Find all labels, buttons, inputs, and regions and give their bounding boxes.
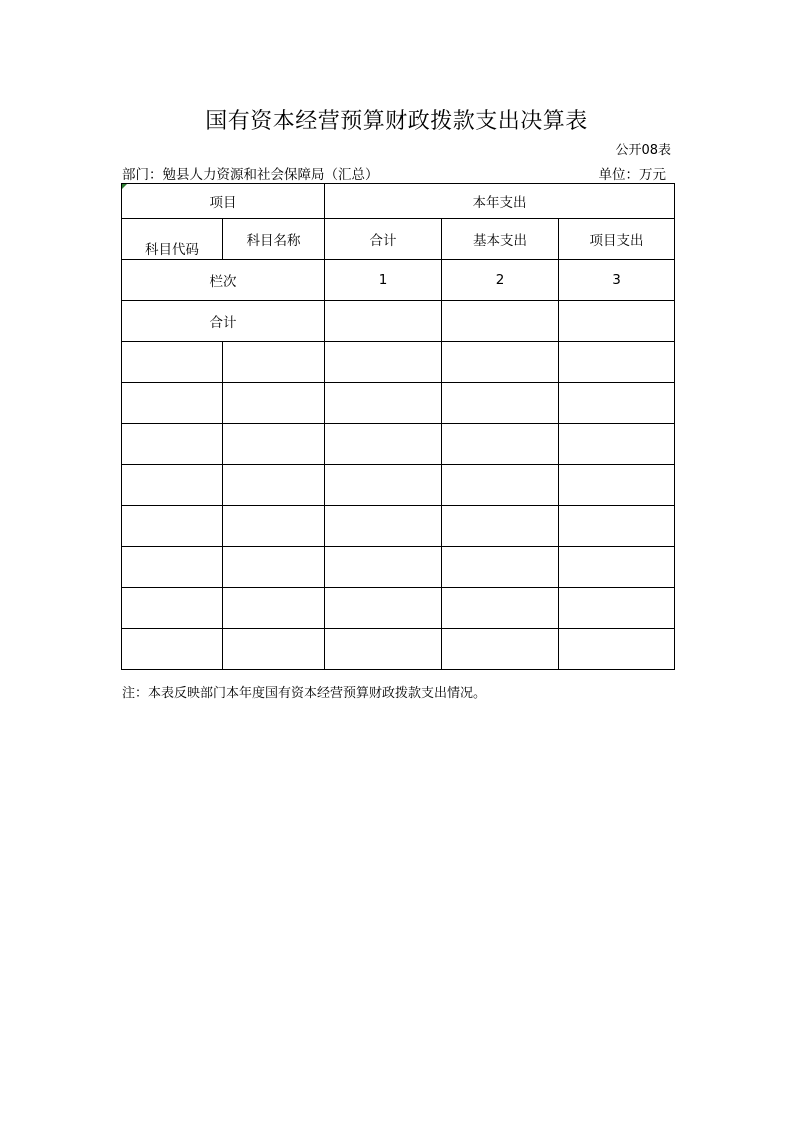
table-row bbox=[122, 342, 675, 383]
header-subject-code-label: 科目代码 bbox=[145, 242, 199, 258]
cell-basic bbox=[442, 547, 559, 588]
cell-basic bbox=[442, 342, 559, 383]
total-row-label: 合计 bbox=[122, 301, 325, 342]
cell-project bbox=[559, 383, 675, 424]
header-project: 项目 bbox=[122, 184, 325, 219]
cell-total bbox=[325, 424, 442, 465]
cell-total bbox=[325, 342, 442, 383]
cell-basic bbox=[442, 629, 559, 670]
column-number-3: 3 bbox=[559, 260, 675, 301]
column-number-row bbox=[122, 260, 675, 301]
cell-code bbox=[122, 383, 223, 424]
cell-project bbox=[559, 424, 675, 465]
cell-project bbox=[559, 588, 675, 629]
cell-code bbox=[122, 629, 223, 670]
total-row-total bbox=[325, 301, 442, 342]
unit-label: 单位：万元 bbox=[598, 167, 666, 183]
expense-table bbox=[121, 183, 675, 670]
cell-total bbox=[325, 547, 442, 588]
cell-basic bbox=[442, 465, 559, 506]
total-row-project bbox=[559, 301, 675, 342]
cell-code bbox=[122, 547, 223, 588]
table-row bbox=[122, 506, 675, 547]
cell-code bbox=[122, 342, 223, 383]
cell-code bbox=[122, 424, 223, 465]
cell-total bbox=[325, 506, 442, 547]
cell-basic bbox=[442, 588, 559, 629]
cell-basic bbox=[442, 383, 559, 424]
total-row-basic bbox=[442, 301, 559, 342]
column-number-2: 2 bbox=[442, 260, 559, 301]
cell-code bbox=[122, 465, 223, 506]
total-row bbox=[122, 301, 675, 342]
cell-project bbox=[559, 465, 675, 506]
cell-name bbox=[223, 547, 325, 588]
cell-name bbox=[223, 424, 325, 465]
cell-name bbox=[223, 506, 325, 547]
table-row bbox=[122, 588, 675, 629]
cell-name bbox=[223, 465, 325, 506]
page-title: 国有资本经营预算财政拨款支出决算表 bbox=[205, 109, 588, 134]
header-row-1 bbox=[122, 184, 675, 219]
column-number-1: 1 bbox=[325, 260, 442, 301]
cell-code bbox=[122, 588, 223, 629]
header-total: 合计 bbox=[325, 219, 442, 260]
table-row bbox=[122, 547, 675, 588]
table-row bbox=[122, 383, 675, 424]
table-row bbox=[122, 629, 675, 670]
cell-project bbox=[559, 506, 675, 547]
cell-name bbox=[223, 588, 325, 629]
cell-project bbox=[559, 629, 675, 670]
cell-total bbox=[325, 465, 442, 506]
cell-name bbox=[223, 383, 325, 424]
cell-total bbox=[325, 383, 442, 424]
table-row bbox=[122, 465, 675, 506]
cell-total bbox=[325, 629, 442, 670]
header-subject-code bbox=[122, 219, 223, 260]
footnote: 注：本表反映部门本年度国有资本经营预算财政拨款支出情况。 bbox=[122, 686, 487, 701]
cell-project bbox=[559, 547, 675, 588]
cell-project bbox=[559, 342, 675, 383]
cell-total bbox=[325, 588, 442, 629]
header-row-2 bbox=[122, 219, 675, 260]
department-label: 部门：勉县人力资源和社会保障局（汇总） bbox=[122, 167, 379, 183]
cell-basic bbox=[442, 424, 559, 465]
header-basic-expense: 基本支出 bbox=[442, 219, 559, 260]
column-number-label: 栏次 bbox=[122, 260, 325, 301]
header-subject-name: 科目名称 bbox=[223, 219, 325, 260]
header-current-year-expense: 本年支出 bbox=[325, 184, 675, 219]
cell-basic bbox=[442, 506, 559, 547]
cell-code bbox=[122, 506, 223, 547]
cell-name bbox=[223, 629, 325, 670]
cell-name bbox=[223, 342, 325, 383]
form-code: 公开08表 bbox=[615, 143, 671, 158]
table-row bbox=[122, 424, 675, 465]
header-project-expense: 项目支出 bbox=[559, 219, 675, 260]
